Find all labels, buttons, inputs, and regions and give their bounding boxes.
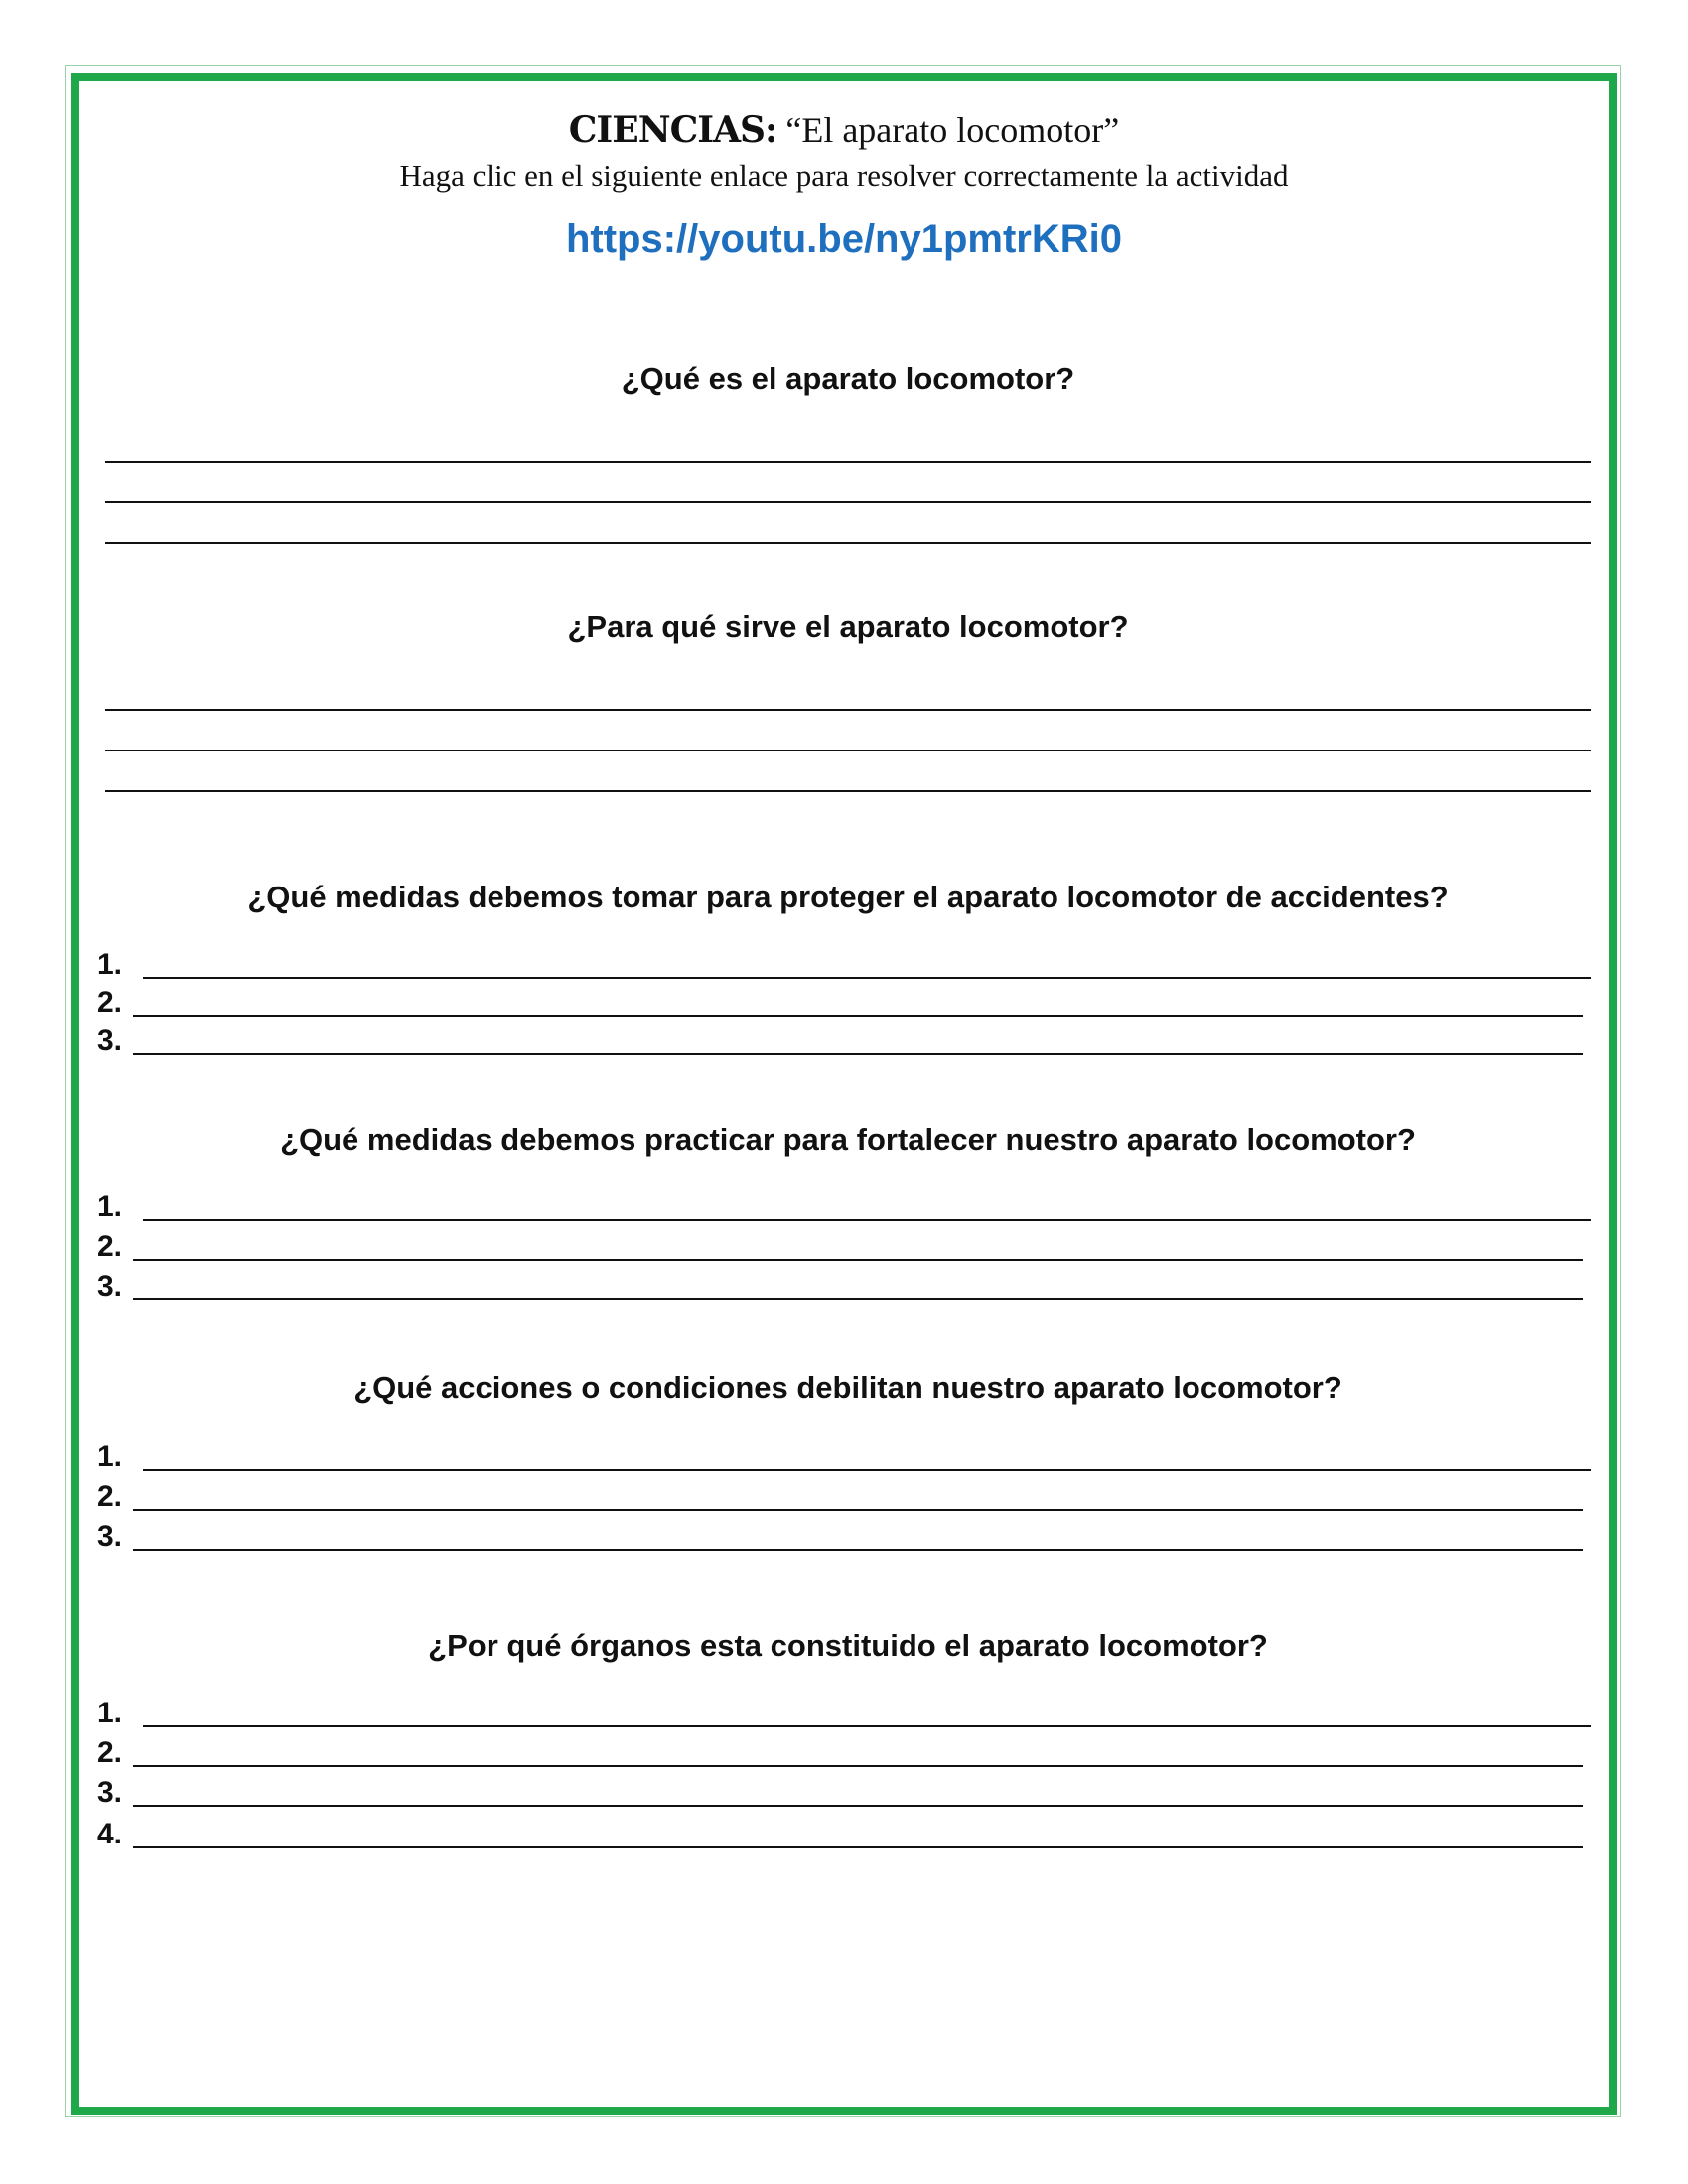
- numbered-answer-row: [97, 1692, 1599, 1731]
- answer-line[interactable]: [105, 542, 1591, 544]
- worksheet-title: [0, 106, 1688, 154]
- item-number: 3.: [97, 1520, 123, 1553]
- question-section-3: [97, 878, 1599, 1066]
- numbered-answer-row: [97, 1813, 1599, 1852]
- question-1-text: ¿Qué es el aparato locomotor?: [621, 361, 1075, 396]
- question-5-text: ¿Qué acciones o condiciones debilitan nuestro aparato locomotor?: [353, 1370, 1342, 1405]
- answer-line[interactable]: [133, 1259, 1583, 1261]
- answer-line[interactable]: [133, 1053, 1583, 1055]
- worksheet-header: [0, 106, 1688, 262]
- video-link[interactable]: https://youtu.be/ny1pmtrKRi0: [565, 217, 1123, 261]
- item-number: 1.: [97, 1190, 123, 1223]
- answer-line[interactable]: [105, 709, 1591, 711]
- numbered-answer-row: [97, 1435, 1599, 1475]
- instruction-text: Haga clic en el siguiente enlace para resolver correctamente la actividad: [399, 158, 1289, 193]
- answer-line[interactable]: [143, 1469, 1591, 1471]
- answer-line[interactable]: [143, 1219, 1591, 1221]
- question-2-text: ¿Para qué sirve el aparato locomotor?: [567, 610, 1129, 644]
- answer-line[interactable]: [133, 1509, 1583, 1511]
- answer-line[interactable]: [105, 461, 1591, 463]
- answer-line[interactable]: [133, 1765, 1583, 1767]
- question-6-text: ¿Por qué órganos esta constituido el aparato locomotor?: [428, 1628, 1268, 1663]
- question-section-2: [97, 608, 1599, 806]
- numbered-answer-row: [97, 1771, 1599, 1811]
- answer-line[interactable]: [133, 1846, 1583, 1848]
- numbered-answer-row: [97, 1515, 1599, 1555]
- item-number: 2.: [97, 986, 123, 1019]
- subject-label: CIENCIAS:: [568, 109, 777, 151]
- answer-line[interactable]: [133, 1298, 1583, 1300]
- numbered-answer-row: [97, 1185, 1599, 1225]
- item-number: 1.: [97, 1440, 123, 1473]
- answer-line[interactable]: [105, 750, 1591, 751]
- answer-line[interactable]: [133, 1805, 1583, 1807]
- answer-line[interactable]: [143, 1725, 1591, 1727]
- numbered-answer-row: [97, 1475, 1599, 1515]
- item-number: 3.: [97, 1270, 123, 1302]
- item-number: 2.: [97, 1736, 123, 1769]
- item-number: 3.: [97, 1776, 123, 1809]
- answer-line[interactable]: [143, 977, 1591, 979]
- question-section-1: [97, 359, 1599, 558]
- item-number: 3.: [97, 1024, 123, 1057]
- item-number: 1.: [97, 1697, 123, 1729]
- item-number: 2.: [97, 1230, 123, 1263]
- numbered-answer-row: [97, 1265, 1599, 1304]
- item-number: 4.: [97, 1818, 123, 1850]
- answer-line[interactable]: [105, 790, 1591, 792]
- question-section-6: [97, 1626, 1599, 1864]
- item-number: 1.: [97, 948, 123, 981]
- answer-line[interactable]: [105, 501, 1591, 503]
- numbered-answer-row: [97, 981, 1599, 1021]
- numbered-answer-row: [97, 1731, 1599, 1771]
- answer-line[interactable]: [133, 1549, 1583, 1551]
- item-number: 2.: [97, 1480, 123, 1513]
- numbered-answer-row: [97, 1020, 1599, 1059]
- question-section-5: [97, 1368, 1599, 1557]
- answer-line[interactable]: [133, 1015, 1583, 1017]
- numbered-answer-row: [97, 1225, 1599, 1265]
- numbered-answer-row: [97, 943, 1599, 983]
- question-section-4: [97, 1120, 1599, 1308]
- topic-title: “El aparato locomotor”: [785, 110, 1120, 150]
- question-3-text: ¿Qué medidas debemos tomar para proteger el aparato locomotor de accidentes?: [247, 880, 1449, 914]
- question-4-text: ¿Qué medidas debemos practicar para fortalecer nuestro aparato locomotor?: [280, 1122, 1416, 1157]
